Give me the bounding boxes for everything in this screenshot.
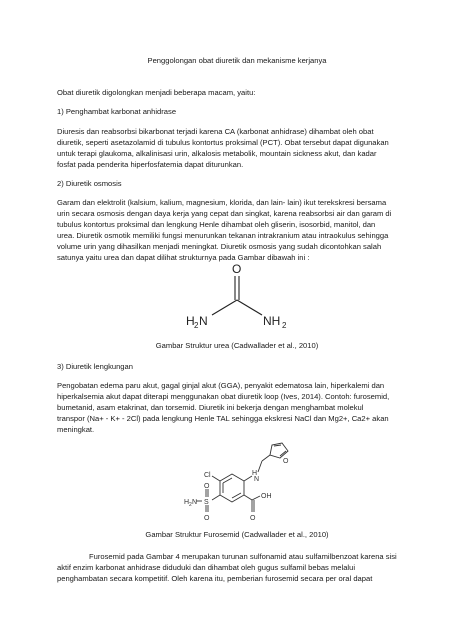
section-1-heading: 1) Penghambat karbonat anhidrase [57, 107, 177, 116]
furosemide-carbonyl-o-label: O [250, 515, 256, 522]
urea-right-nh-label: NH [263, 314, 281, 328]
urea-h-label: H [186, 314, 195, 328]
urea-right-subscript: 2 [282, 321, 287, 330]
furosemide-h2n-n-label: N [192, 499, 198, 506]
urea-caption: Gambar Struktur urea (Cadwallader et al., 2010) [155, 341, 319, 350]
section-1-line: fosfat pada penderita hiperfosfatemia dapat diturunkan. [57, 160, 244, 169]
intro-text: Obat diuretik digolongkan menjadi beberapa macam, yaitu: [57, 88, 256, 97]
section-2-line: volume urin yang dihasilkan menjadi meningkat. Diuretik osmosis yang sudah dicontohkan salah [57, 242, 382, 251]
furosemide-h2n-subscript: 2 [189, 502, 192, 508]
section-2-line: satunya yaitu urea dan dapat dilihat strukturnya pada Gambar dibawah ini : [57, 253, 310, 262]
furosemide-structure-figure [180, 433, 310, 533]
furosemide-nh-n-label: N [254, 476, 260, 483]
urea-structure-figure [170, 258, 310, 338]
furosemide-h2n-h-label: H [184, 499, 190, 506]
section-2-line: tubulus kontortus proksimal dan lengkung Henle dihambat oleh gliserin, isosorbid, manitol, dan [57, 220, 376, 229]
document-title: Penggolongan obat diuretik dan mekanisme kerjanya [147, 56, 327, 65]
section-3-line: meningkat. [57, 425, 95, 434]
closing-line: aktif enzim karbonat anhidrase diduduki dan dihambat oleh gugus sulfamil bebas melalui [57, 563, 356, 572]
section-2-line: urin secara osmosis dengan daya kerja yang cepat dan singkat, karena reabsorbsi air dan garam di [57, 209, 392, 218]
furosemide-so-upper-o-label: O [204, 483, 210, 490]
section-1-line: diuretik, seperti asetazolamid di tubulus kontortus proksimal (PCT). Obat tersebut dapat digunakan [57, 138, 389, 147]
section-3-line: hiperkalsemia akut dapat diterapi menggunakan obat diuretik loop (Ives, 2014). Contoh: furosemid, [57, 392, 390, 401]
urea-oxygen-label: O [232, 262, 242, 276]
furosemide-cl-label: Cl [204, 472, 211, 479]
section-1-line: Diuresis dan reabsorbsi bikarbonat terjadi karena CA (karbonat anhidrase) dihambat oleh obat [57, 127, 374, 136]
urea-left-subscript: 2 [194, 321, 199, 330]
furosemide-oh-label: OH [261, 493, 272, 500]
section-2-line: urea. Diuretik osmotik memiliki fungsi menurunkan tekanan intrakranium atau intraokulus sehingga [57, 231, 389, 240]
section-2-heading: 2) Diuretik osmosis [57, 179, 122, 188]
furosemide-caption: Gambar Struktur Furosemid (Cadwallader et al., 2010) [145, 530, 329, 539]
furosemide-furan-o-label: O [283, 458, 289, 465]
furosemide-nh-h-label: H [252, 470, 258, 477]
closing-line: Furosemid pada Gambar 4 merupakan turunan sulfonamid atau sulfamilbenzoat karena sisi [89, 552, 397, 561]
section-3-line: transpor (Na+ - K+ - 2Cl) pada lengkung Henle TAL sehingga ekskresi NaCl dan Mg2+, Ca2+ akan [57, 414, 389, 423]
section-3-line: Pengobatan edema paru akut, gagal ginjal akut (GGA), penyakit edematosa lain, hiperkalemi dan [57, 381, 385, 390]
furosemide-so-lower-o-label: O [204, 515, 210, 522]
closing-line: penghambatan secara kompetitif. Oleh karena itu, pemberian furosemid secara per oral dapat [57, 574, 373, 583]
section-1-line: untuk terapi glaukoma, alkalinisasi urin, alkalosis metabolik, mountain sickness akut, dan kadar [57, 149, 377, 158]
section-2-line: Garam dan elektrolit (kalsium, kalium, magnesium, klorida, dan lain- lain) ikut terekskresi bersama [57, 198, 387, 207]
section-3-line: bumetanid, asam etakrinat, dan torsemid. Diuretik ini bekerja dengan menghambat molekul [57, 403, 364, 412]
furosemide-s-label: S [204, 499, 209, 506]
section-3-heading: 3) Diuretik lengkungan [57, 362, 133, 371]
urea-left-n-label: N [199, 314, 208, 328]
